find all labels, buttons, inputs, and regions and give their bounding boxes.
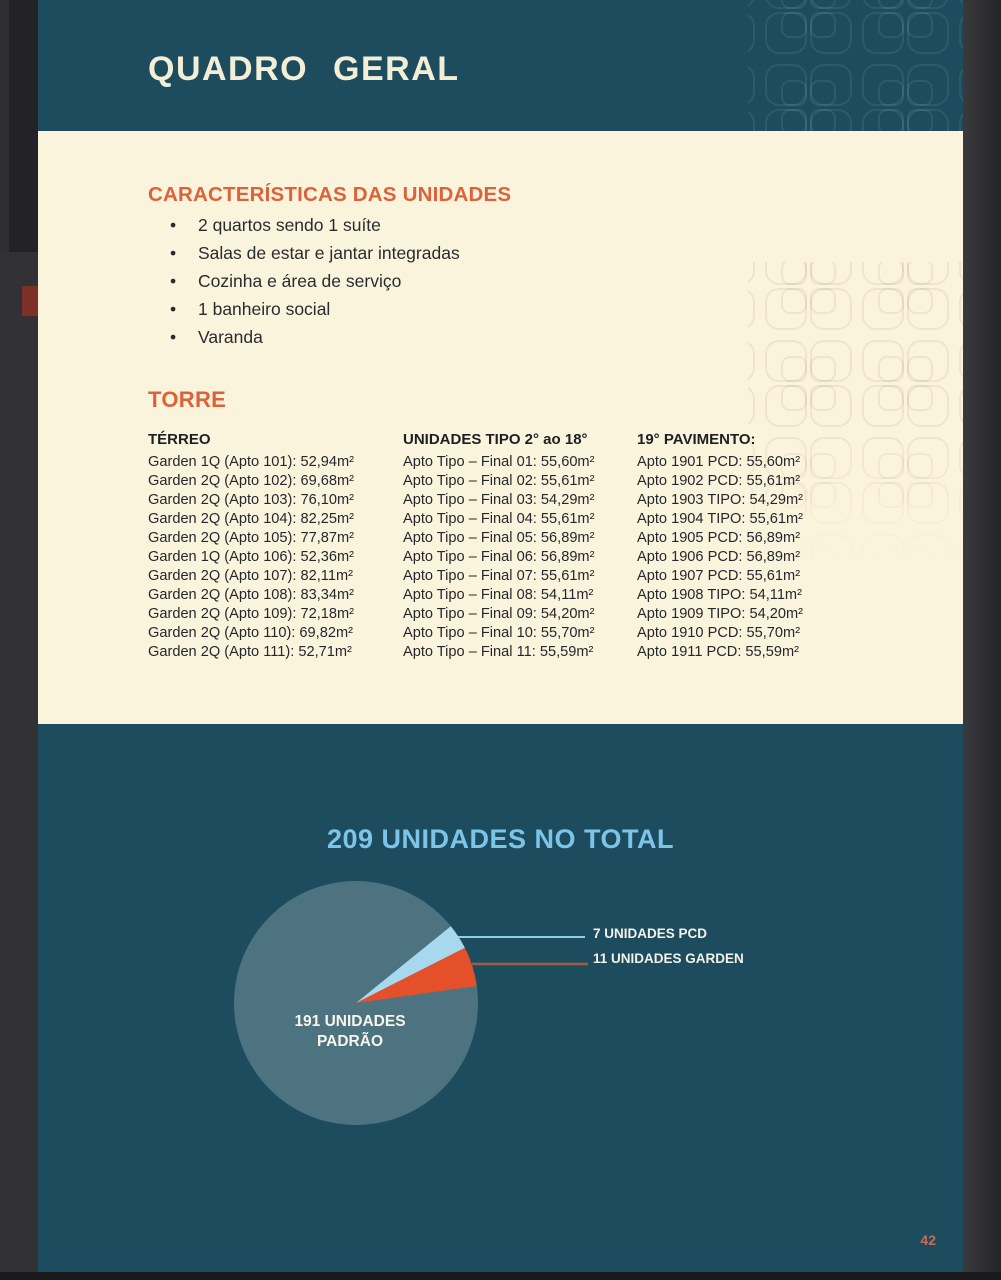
characteristics-item: • Cozinha e área de serviço (156, 267, 460, 295)
unit-row: Apto Tipo – Final 03: 54,29m² (403, 492, 595, 508)
viewer-left-strip (0, 252, 38, 1272)
viewer-right-strip (963, 0, 1001, 1280)
unit-row: Apto 1903 TIPO: 54,29m² (637, 492, 804, 508)
unit-row: Apto 1901 PCD: 55,60m² (637, 454, 801, 470)
page-title: QUADRO GERAL (148, 50, 460, 88)
brochure-page (38, 0, 963, 1272)
pie-label-padrao-line1: 191 UNIDADES (294, 1013, 406, 1030)
unit-row: Apto 1911 PCD: 55,59m² (637, 644, 799, 660)
characteristics-item: • Varanda (156, 323, 460, 351)
column-header: 19° PAVIMENTO: (637, 431, 756, 448)
unit-row: Apto Tipo – Final 10: 55,70m² (403, 625, 595, 641)
unit-row: Apto Tipo – Final 02: 55,61m² (403, 473, 595, 489)
unit-row: Apto 1907 PCD: 55,61m² (637, 568, 801, 584)
unit-row: Garden 2Q (Apto 110): 69,82m² (148, 625, 353, 641)
unit-row: Garden 2Q (Apto 102): 69,68m² (148, 473, 355, 489)
characteristics-item: • 2 quartos sendo 1 suíte (156, 211, 460, 239)
units-column-terreo (148, 430, 393, 662)
units-column-tipo (403, 430, 648, 662)
page-number: 42 (920, 1232, 936, 1248)
column-header: UNIDADES TIPO 2° ao 18° (403, 431, 588, 448)
unit-row: Apto 1902 PCD: 55,61m² (637, 473, 801, 489)
characteristics-list (156, 211, 460, 351)
unit-row: Apto 1909 TIPO: 54,20m² (637, 606, 804, 622)
torre-heading: TORRE (148, 387, 227, 412)
pie-label-padrao-line2: PADRÃO (316, 1033, 384, 1050)
column-header: TÉRREO (148, 431, 211, 448)
unit-row: Apto Tipo – Final 08: 54,11m² (403, 587, 594, 603)
units-column-19-pavimento (637, 430, 882, 662)
characteristics-item: • Salas de estar e jantar integradas (156, 239, 460, 267)
flower-pattern-teal (748, 0, 963, 131)
unit-row: Garden 2Q (Apto 108): 83,34m² (148, 587, 355, 603)
header-band (38, 0, 963, 131)
unit-row: Garden 2Q (Apto 104): 82,25m² (148, 511, 355, 527)
unit-row: Apto Tipo – Final 06: 56,89m² (403, 549, 595, 565)
pie-chart (38, 724, 963, 1272)
chart-section (38, 724, 963, 1272)
characteristics-item: • 1 banheiro social (156, 295, 460, 323)
unit-row: Apto 1908 TIPO: 54,11m² (637, 587, 802, 603)
unit-row: Garden 2Q (Apto 103): 76,10m² (148, 492, 355, 508)
unit-row: Apto Tipo – Final 01: 55,60m² (403, 454, 595, 470)
unit-row: Garden 2Q (Apto 107): 82,11m² (148, 568, 353, 584)
viewer-red-thumbnail (22, 286, 39, 316)
viewer-bottom-strip (0, 1272, 1001, 1280)
unit-row: Apto Tipo – Final 05: 56,89m² (403, 530, 595, 546)
pie-label-pcd: 7 UNIDADES PCD (593, 926, 708, 941)
unit-row: Apto Tipo – Final 07: 55,61m² (403, 568, 595, 584)
unit-row: Garden 2Q (Apto 105): 77,87m² (148, 530, 355, 546)
unit-row: Apto Tipo – Final 09: 54,20m² (403, 606, 595, 622)
pie-label-garden: 11 UNIDADES GARDEN (593, 951, 744, 966)
unit-row: Apto 1910 PCD: 55,70m² (637, 625, 801, 641)
unit-row: Garden 2Q (Apto 111): 52,71m² (148, 644, 352, 660)
content-section (38, 131, 963, 724)
unit-row: Apto 1905 PCD: 56,89m² (637, 530, 801, 546)
unit-row: Apto Tipo – Final 11: 55,59m² (403, 644, 594, 660)
chart-title: 209 UNIDADES NO TOTAL (326, 824, 675, 854)
unit-row: Apto Tipo – Final 04: 55,61m² (403, 511, 595, 527)
unit-row: Garden 1Q (Apto 106): 52,36m² (148, 549, 355, 565)
viewer-left-dark-panel (9, 0, 38, 252)
unit-row: Apto 1906 PCD: 56,89m² (637, 549, 801, 565)
characteristics-heading: CARACTERÍSTICAS DAS UNIDADES (148, 183, 512, 206)
unit-row: Apto 1904 TIPO: 55,61m² (637, 511, 804, 527)
unit-row: Garden 1Q (Apto 101): 52,94m² (148, 454, 355, 470)
unit-row: Garden 2Q (Apto 109): 72,18m² (148, 606, 355, 622)
